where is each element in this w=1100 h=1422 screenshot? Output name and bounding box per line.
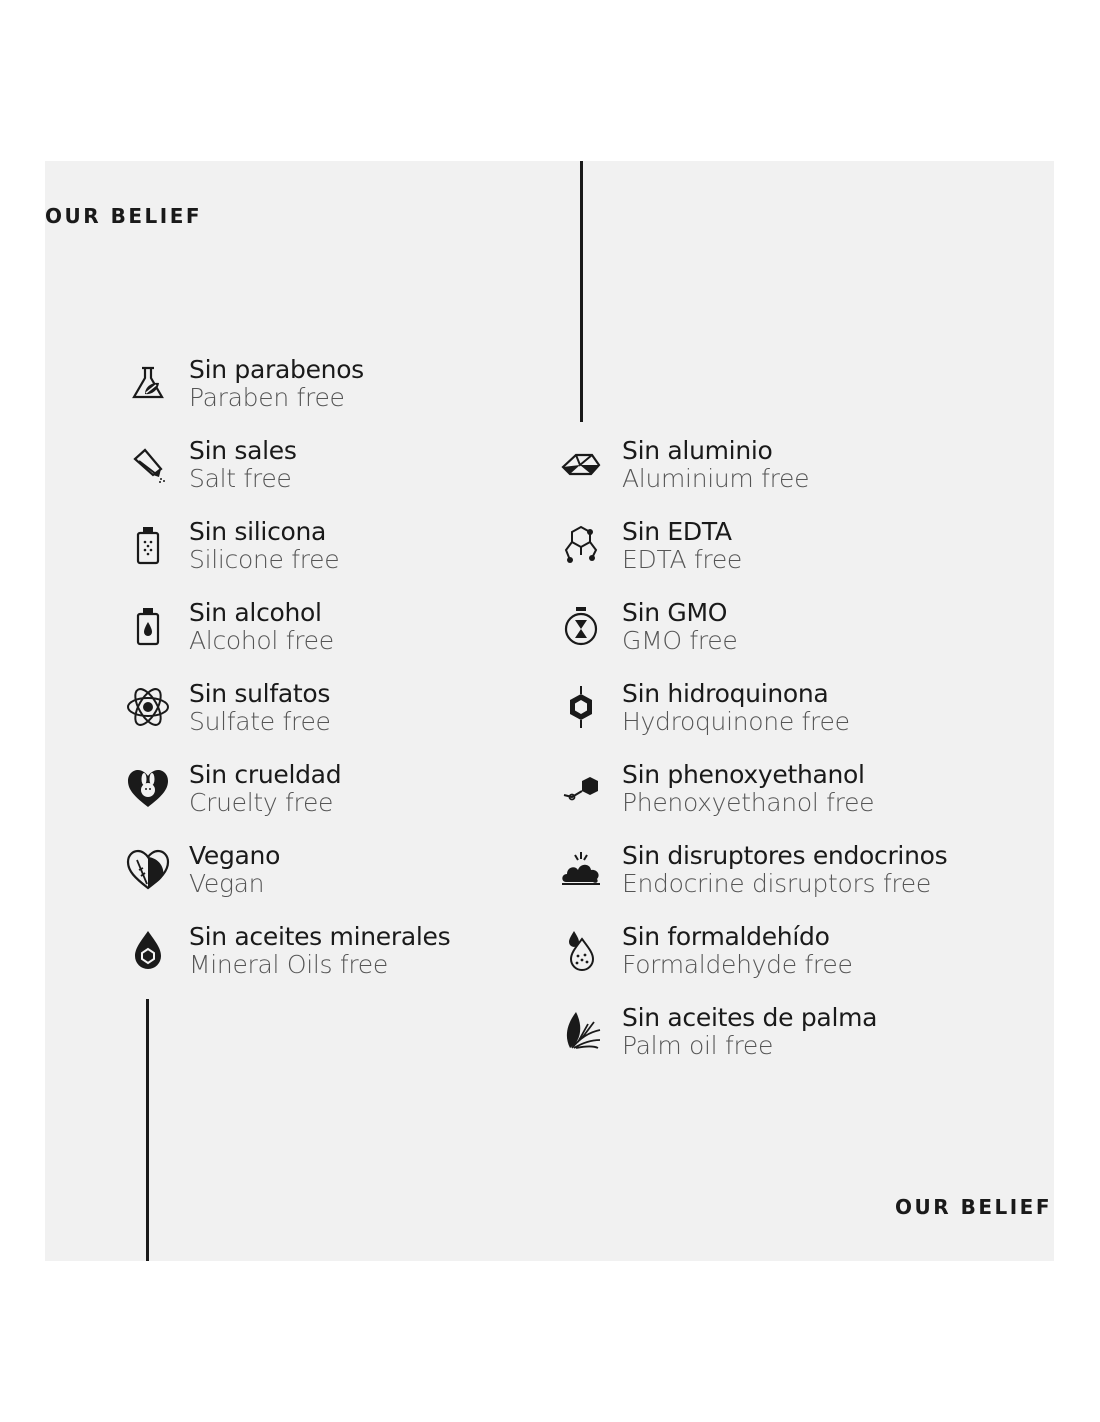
claim-es: Vegano — [189, 841, 281, 870]
claim-es: Sin formaldehído — [622, 922, 830, 951]
drops-icon — [558, 927, 604, 973]
aluminium-icon — [558, 441, 604, 487]
cloud-icon — [558, 846, 604, 892]
claim-es: Sin EDTA — [622, 517, 732, 546]
leaf-heart-icon — [125, 846, 171, 892]
claim-en: Mineral Oils free — [189, 950, 388, 979]
claim-es: Sin aluminio — [622, 436, 773, 465]
claim-en: Formaldehyde free — [622, 950, 853, 979]
claim-es: Sin phenoxyethanol — [622, 760, 865, 789]
claim-en: Palm oil free — [622, 1031, 774, 1060]
molecule-icon — [558, 522, 604, 568]
claim-es: Sin silicona — [189, 517, 327, 546]
claim-es: Sin crueldad — [189, 760, 342, 789]
claim-en: Salt free — [189, 464, 292, 493]
claim-es: Sin GMO — [622, 598, 728, 627]
hexagon-icon — [558, 684, 604, 730]
silicone-bottle-icon — [125, 522, 171, 568]
claim-es: Sin alcohol — [189, 598, 322, 627]
claim-en: EDTA free — [622, 545, 743, 574]
belief-panel — [45, 161, 1054, 1261]
claim-es: Sin parabenos — [189, 355, 364, 384]
claim-en: Cruelty free — [189, 788, 334, 817]
claim-es: Sin aceites minerales — [189, 922, 451, 951]
claim-es: Sin hidroquinona — [622, 679, 829, 708]
claim-es: Sin sulfatos — [189, 679, 331, 708]
claim-en: Vegan — [189, 869, 265, 898]
claim-en: Paraben free — [189, 383, 345, 412]
palm-leaf-icon — [558, 1008, 604, 1054]
salt-shaker-icon — [125, 441, 171, 487]
claim-en: Alcohol free — [189, 626, 334, 655]
claim-en: Sulfate free — [189, 707, 331, 736]
oil-drop-icon — [125, 927, 171, 973]
atom-icon — [125, 684, 171, 730]
phenoxy-molecule-icon — [558, 765, 604, 811]
heading-top: OUR BELIEF — [45, 204, 203, 228]
alcohol-bottle-icon — [125, 603, 171, 649]
claim-en: Endocrine disruptors free — [622, 869, 931, 898]
divider-line-bottom — [146, 999, 149, 1261]
divider-line-top — [580, 161, 583, 422]
bunny-heart-icon — [125, 765, 171, 811]
claim-en: Silicone free — [189, 545, 340, 574]
heading-bottom: OUR BELIEF — [894, 1195, 1052, 1219]
claim-es: Sin sales — [189, 436, 297, 465]
gmo-icon — [558, 603, 604, 649]
claim-en: GMO free — [622, 626, 738, 655]
flask-leaf-icon — [125, 360, 171, 406]
claim-en: Phenoxyethanol free — [622, 788, 875, 817]
claim-en: Aluminium free — [622, 464, 810, 493]
claim-es: Sin disruptores endocrinos — [622, 841, 948, 870]
claim-en: Hydroquinone free — [622, 707, 850, 736]
claim-es: Sin aceites de palma — [622, 1003, 878, 1032]
